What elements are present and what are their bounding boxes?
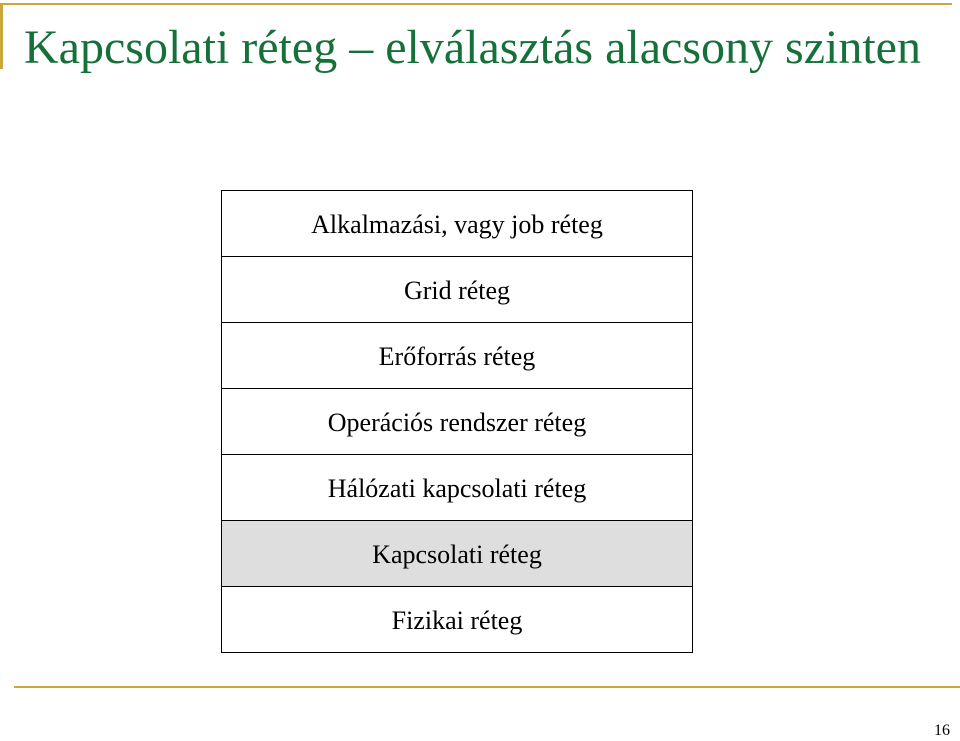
- layer-resource: Erőforrás réteg: [222, 323, 692, 389]
- layer-stack: [221, 190, 693, 653]
- layer-network-connectivity: Hálózati kapcsolati réteg: [222, 455, 692, 521]
- slide-title: Kapcsolati réteg – elválasztás alacsony szinten: [24, 21, 921, 74]
- top-accent-rule: [0, 3, 952, 5]
- layer-operating-system: Operációs rendszer réteg: [222, 389, 692, 455]
- layer-connectivity-highlighted: Kapcsolati réteg: [222, 521, 692, 587]
- layer-grid: Grid réteg: [222, 257, 692, 323]
- layer-application: Alkalmazási, vagy job réteg: [222, 191, 692, 257]
- bottom-accent-rule: [14, 686, 960, 688]
- layer-physical: Fizikai réteg: [222, 587, 692, 652]
- top-left-accent-tick: [0, 3, 3, 69]
- page-number: 16: [934, 722, 950, 739]
